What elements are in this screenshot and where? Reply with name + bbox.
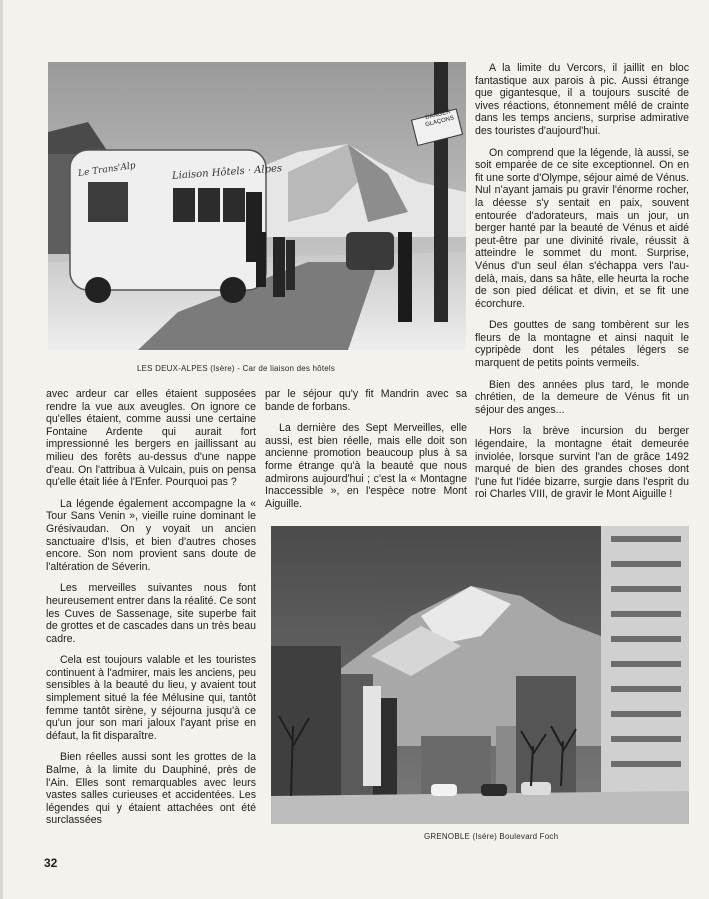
- paragraph: par le séjour qu'y fit Mandrin avec sa bande de forbans.: [265, 388, 467, 413]
- paragraph: Les merveilles suivantes nous font heureusement entrer dans la réalité. Ce sont les Cuves de Sassenage, site superbe fait de grottes et de cascades dans un très beau cadre.: [46, 582, 256, 645]
- danger-sign-lettering: DANGER GLAÇONS: [424, 109, 455, 129]
- column-left: [46, 388, 256, 836]
- photo-grenoble: [271, 526, 689, 824]
- paragraph: Cela est toujours valable et les touristes continuent à l'admirer, mais les anciens, peu sensibles à la beauté du lieu, y avaient tout simplement situé la fée Mélusine qui, tantôt femme tantôt sirène, y séjourna jusqu'à ce qu'un jour son mari jaloux l'ayant prise en défaut, la fit disparaître.: [46, 654, 256, 742]
- paragraph: Bien réelles aussi sont les grottes de la Balme, à la limite du Dauphiné, près de l'Ain. Elles sont remarquables avec leurs vastes salles curieuses et accidentées. Les légendes qui y étaient attachées ont été surclassées: [46, 751, 256, 827]
- paragraph: Bien des années plus tard, le monde chrétien, de la demeure de Vénus fit un séjour des anges...: [475, 378, 689, 416]
- paragraph: On comprend que la légende, là aussi, se soit emparée de ce site exceptionnel. On en fit une sorte d'Olympe, séjour aimé de Vénus. Nul n'ayant jamais pu gravir l'énorme rocher, la déesse s'y sentait en paix, souvent entourée d'adorateurs, mais un jour, un berger hanté par la beauté de Vénus et aidé peut-être par une divinité rivale, réussit à atteindre le sommet du mont. Surprise, Vénus d'un seul élan s'échappa vers l'au-delà, mais, dans sa hâte, elle heurta la roche de son pied délicat et divin, et se fit une écorchure.: [475, 146, 690, 310]
- paragraph: A la limite du Vercors, il jaillit en bloc fantastique aux parois à pic. Aussi étrange que gigantesque, il a toujours suscité de vives réactions, étonnement mêlé de crainte dans les temps anciens, surprise admirative des touristes d'aujourd'hui.: [475, 62, 689, 137]
- caption-bottom-photo: GRENOBLE (Isère) Boulevard Foch: [424, 832, 559, 841]
- photo-les-deux-alpes: [48, 62, 466, 350]
- paragraph: La légende également accompagne la « Tour Sans Venin », vieille ruine dominant le Grésivaudan. On y voyait un ancien sanctuaire d'Isis, et bien d'autres choses encore. Son nom provient sans doute de l'altération de Séverin.: [46, 497, 256, 573]
- column-middle: [265, 388, 467, 519]
- bus-front-lettering: Le Trans'Alp: [77, 161, 137, 179]
- paragraph: avec ardeur car elles étaient supposées rendre la vue aux aveugles. On ignore ce qu'elles étaient, comme aussi une certaine Fontaine Ardente qui aurait fort impressionné les bergers en jaillissant au milieu des forêts au-dessus d'une nappe d'eau. On l'attribua à Vulcain, puis on pensa qu'elle était liée à l'Enfer. Pourquoi pas ?: [46, 388, 256, 489]
- paragraph: Des gouttes de sang tombèrent sur les fleurs de la montagne et ainsi naquit le cypripède dont les pétales légers se marquent de petits points vermeils.: [475, 319, 689, 370]
- caption-top-photo: LES DEUX-ALPES (Isère) - Car de liaison des hôtels: [137, 364, 336, 373]
- paragraph: La dernière des Sept Merveilles, elle aussi, est bien réelle, mais elle doit son ancienne promotion beaucoup plus à sa forme étrange qu'à la beauté que nous admirons aujourd'hui ; c'est la « Montagne Inaccessible », en l'espèce notre Mont Aiguille.: [265, 422, 467, 510]
- bus-side-lettering: Liaison Hôtels · Alpes: [171, 163, 283, 182]
- paragraph: Hors la brève incursion du berger légendaire, la montagne était demeurée inviolée, lorsque survint l'an de grâce 1492 marqué de bien des grandes choses dont l'une fut l'idée bizarre, surgie dans l'esprit du roi Charles VIII, de gravir le Mont Aiguille !: [475, 425, 689, 501]
- column-right-top: [475, 62, 689, 510]
- page-number: 32: [44, 856, 58, 870]
